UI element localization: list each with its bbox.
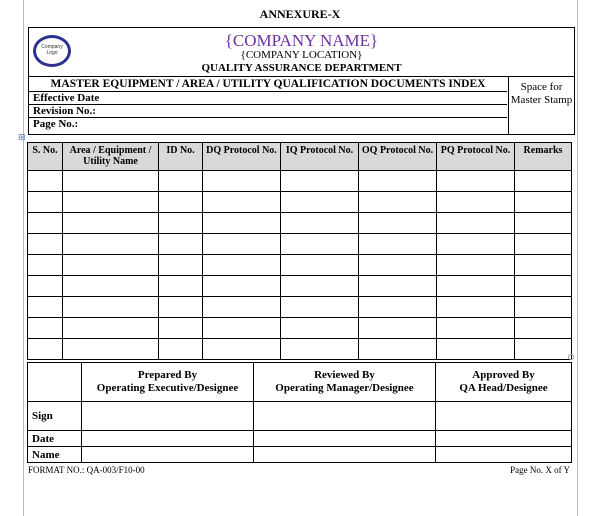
table-cell[interactable] xyxy=(281,213,359,234)
table-cell[interactable] xyxy=(515,171,572,192)
table-cell[interactable] xyxy=(63,192,159,213)
column-header: Remarks xyxy=(515,143,572,171)
table-cell[interactable] xyxy=(28,276,63,297)
company-name: {COMPANY NAME} xyxy=(224,31,379,50)
table-cell[interactable] xyxy=(437,171,515,192)
table-cell[interactable] xyxy=(437,339,515,360)
table-row xyxy=(28,297,572,318)
document-header xyxy=(28,27,575,135)
table-cell[interactable] xyxy=(515,339,572,360)
table-cell[interactable] xyxy=(159,339,203,360)
table-cell[interactable] xyxy=(281,297,359,318)
table-cell[interactable] xyxy=(203,318,281,339)
company-block xyxy=(29,28,574,77)
reviewed-by-header: Reviewed By Operating Manager/Designee xyxy=(254,363,436,402)
table-cell[interactable] xyxy=(28,192,63,213)
company-location: {COMPANY LOCATION} xyxy=(240,49,363,61)
table-cell[interactable] xyxy=(437,276,515,297)
revision-field: Revision No.: xyxy=(29,105,507,118)
table-cell[interactable] xyxy=(359,192,437,213)
table-cell[interactable] xyxy=(437,234,515,255)
table-cell[interactable] xyxy=(359,339,437,360)
name-row xyxy=(28,447,572,463)
page-edge-left xyxy=(23,0,24,516)
table-cell[interactable] xyxy=(159,318,203,339)
table-cell[interactable] xyxy=(515,213,572,234)
table-cell[interactable] xyxy=(159,213,203,234)
master-stamp-space: Space for Master Stamp xyxy=(508,77,574,134)
table-cell[interactable] xyxy=(359,255,437,276)
date-cell[interactable] xyxy=(436,431,572,447)
table-cell[interactable] xyxy=(28,213,63,234)
table-cell[interactable] xyxy=(28,339,63,360)
row-label: Sign xyxy=(28,402,82,431)
signature-table xyxy=(27,362,572,463)
sign-row xyxy=(28,402,572,431)
table-cell[interactable] xyxy=(203,234,281,255)
table-cell[interactable] xyxy=(63,171,159,192)
column-header: Area / Equipment / Utility Name xyxy=(63,143,159,171)
table-cell[interactable] xyxy=(281,276,359,297)
table-cell[interactable] xyxy=(437,213,515,234)
table-cell[interactable] xyxy=(159,171,203,192)
table-cell[interactable] xyxy=(359,318,437,339)
signature-blank-cell xyxy=(28,363,82,402)
table-cell[interactable] xyxy=(359,213,437,234)
table-cell[interactable] xyxy=(437,192,515,213)
table-cell[interactable] xyxy=(281,318,359,339)
date-row xyxy=(28,431,572,447)
table-cell[interactable] xyxy=(159,297,203,318)
table-cell[interactable] xyxy=(281,339,359,360)
table-cell[interactable] xyxy=(159,255,203,276)
document-title: MASTER EQUIPMENT / AREA / UTILITY QUALIFICATION DOCUMENTS INDEX xyxy=(29,77,507,92)
table-cell[interactable] xyxy=(515,192,572,213)
table-cell[interactable] xyxy=(359,297,437,318)
table-cell[interactable] xyxy=(28,234,63,255)
table-cell[interactable] xyxy=(203,276,281,297)
table-cell[interactable] xyxy=(359,234,437,255)
table-cell[interactable] xyxy=(437,297,515,318)
column-header: IQ Protocol No. xyxy=(281,143,359,171)
table-cell[interactable] xyxy=(203,192,281,213)
document-info-block xyxy=(29,77,574,134)
table-cell[interactable] xyxy=(28,255,63,276)
table-cell[interactable] xyxy=(203,297,281,318)
column-header: S. No. xyxy=(28,143,63,171)
table-cell[interactable] xyxy=(203,171,281,192)
table-row xyxy=(28,234,572,255)
table-cell[interactable] xyxy=(281,192,359,213)
column-header: ID No. xyxy=(159,143,203,171)
column-header: PQ Protocol No. xyxy=(437,143,515,171)
signature-header-row xyxy=(28,363,572,402)
annexure-title: ANNEXURE-X xyxy=(259,7,341,21)
department-name: QUALITY ASSURANCE DEPARTMENT xyxy=(201,62,402,74)
page-no-field: Page No.: xyxy=(33,118,79,130)
table-cell[interactable] xyxy=(359,171,437,192)
table-row xyxy=(28,276,572,297)
page-edge-right xyxy=(577,0,578,516)
table-cell[interactable] xyxy=(281,171,359,192)
sign-cell[interactable] xyxy=(82,402,254,431)
table-cell[interactable] xyxy=(203,339,281,360)
table-cell[interactable] xyxy=(63,339,159,360)
date-cell[interactable] xyxy=(254,431,436,447)
table-resize-handle[interactable] xyxy=(568,354,574,360)
table-cell[interactable] xyxy=(28,297,63,318)
row-label: Date xyxy=(28,431,82,447)
table-cell[interactable] xyxy=(203,213,281,234)
table-cell[interactable] xyxy=(437,255,515,276)
table-row xyxy=(28,339,572,360)
table-cell[interactable] xyxy=(159,234,203,255)
table-cell[interactable] xyxy=(515,234,572,255)
table-cell[interactable] xyxy=(63,213,159,234)
sign-cell[interactable] xyxy=(436,402,572,431)
prepared-by-header: Prepared By Operating Executive/Designee xyxy=(82,363,254,402)
effective-date-field: Effective Date xyxy=(29,92,507,105)
table-cell[interactable] xyxy=(515,318,572,339)
table-move-handle-icon[interactable]: ⊞ xyxy=(18,133,26,143)
table-row xyxy=(28,192,572,213)
format-number: FORMAT NO.: QA-003/F10-00 xyxy=(28,465,145,475)
table-cell[interactable] xyxy=(203,255,281,276)
table-cell[interactable] xyxy=(515,255,572,276)
table-cell[interactable] xyxy=(359,276,437,297)
table-cell[interactable] xyxy=(63,318,159,339)
table-cell[interactable] xyxy=(159,192,203,213)
name-cell[interactable] xyxy=(254,447,436,463)
approved-by-header: Approved By QA Head/Designee xyxy=(436,363,572,402)
table-cell[interactable] xyxy=(281,255,359,276)
name-cell[interactable] xyxy=(82,447,254,463)
table-cell[interactable] xyxy=(63,255,159,276)
table-row xyxy=(28,255,572,276)
table-row xyxy=(28,171,572,192)
table-cell[interactable] xyxy=(437,318,515,339)
row-label: Name xyxy=(28,447,82,463)
table-row xyxy=(28,213,572,234)
table-cell[interactable] xyxy=(515,276,572,297)
table-cell[interactable] xyxy=(159,276,203,297)
column-header: OQ Protocol No. xyxy=(359,143,437,171)
table-row xyxy=(28,318,572,339)
table-cell[interactable] xyxy=(515,297,572,318)
index-table xyxy=(27,142,572,360)
table-cell[interactable] xyxy=(63,276,159,297)
table-cell[interactable] xyxy=(28,171,63,192)
column-header: DQ Protocol No. xyxy=(203,143,281,171)
date-cell[interactable] xyxy=(82,431,254,447)
table-header-row xyxy=(28,143,572,171)
name-cell[interactable] xyxy=(436,447,572,463)
table-cell[interactable] xyxy=(63,297,159,318)
table-cell[interactable] xyxy=(281,234,359,255)
table-cell[interactable] xyxy=(28,318,63,339)
page-number: Page No. X of Y xyxy=(510,465,570,475)
sign-cell[interactable] xyxy=(254,402,436,431)
table-cell[interactable] xyxy=(63,234,159,255)
company-logo: Company Logo xyxy=(33,35,71,67)
